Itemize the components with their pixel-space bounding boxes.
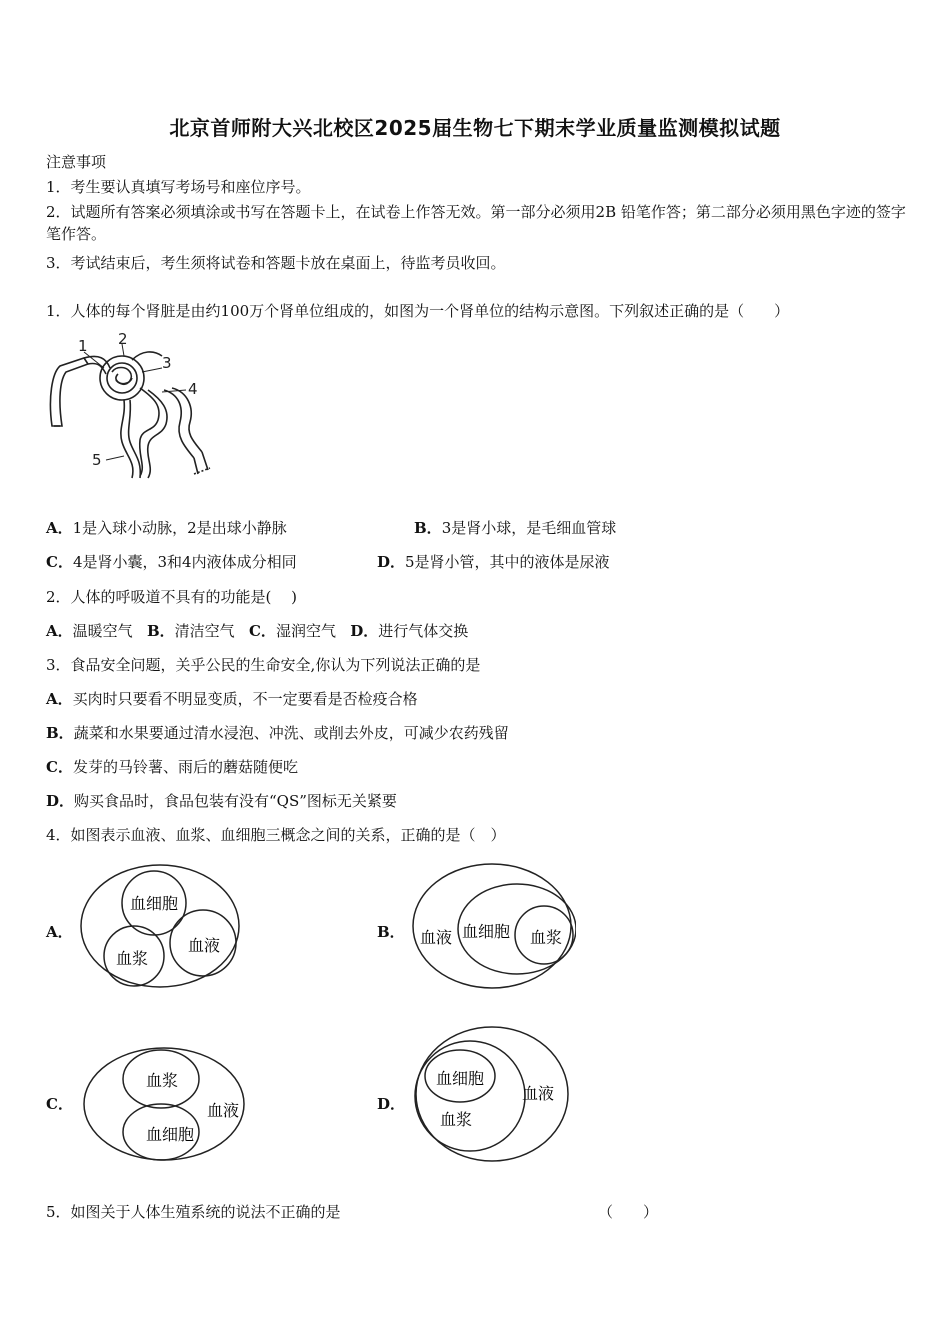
notice-item-1: 1．考生要认真填写考场号和座位序号。	[46, 178, 311, 196]
q4-diagram-c	[82, 1046, 248, 1164]
notice-item-3: 3．考试结束后，考生须将试卷和答题卡放在桌面上，待监考员收回。	[46, 254, 506, 272]
q3-option-b-text: 蔬菜和水果要通过清水浸泡、冲洗、或削去外皮，可减少农药残留	[73, 724, 509, 742]
q2-option-c-text: 湿润空气	[275, 622, 336, 640]
q3-option-c-text: 发芽的马铃薯、雨后的蘑菇随便吃	[72, 758, 298, 776]
nephron-diagram	[44, 328, 219, 493]
q4d-term-2: 血液	[521, 1084, 555, 1103]
q3-option-a-label: A．	[46, 690, 73, 708]
q4-option-b-label[interactable]: B．	[377, 923, 405, 941]
q4c-term-3: 血细胞	[145, 1125, 195, 1144]
q1-option-d-label: D．	[377, 553, 406, 571]
page-title: 北京首师附大兴北校区2025届生物七下期末学业质量监测模拟试题	[169, 116, 781, 140]
q4-diagram-a	[78, 862, 244, 990]
q4a-term-2: 血浆	[115, 949, 149, 968]
q4c-term-2: 血液	[206, 1101, 240, 1120]
q3-option-b-label: B．	[46, 724, 74, 742]
q4-option-c-label[interactable]: C．	[46, 1095, 73, 1113]
q1-option-b-label: B．	[414, 519, 442, 537]
q2-option-d[interactable]	[350, 622, 468, 640]
fig-label-4: 4	[188, 380, 198, 398]
q4d-term-3: 血浆	[439, 1110, 473, 1129]
q1-option-d-text: 5是肾小管，其中的液体是尿液	[405, 553, 610, 571]
q4b-term-3: 血浆	[529, 928, 563, 947]
q1-stem: 1．人体的每个肾脏是由约100万个肾单位组成的，如图为一个肾单位的结构示意图。下列叙述正确的是（ ）	[46, 302, 790, 320]
q3-option-d-text: 购买食品时，食品包装有没有“QS”图标无关紧要	[74, 792, 397, 810]
q1-option-a[interactable]	[46, 517, 287, 539]
q2-option-c-label: C．	[248, 622, 276, 640]
q2-option-c[interactable]	[249, 622, 336, 640]
q4d-term-1: 血细胞	[435, 1069, 485, 1088]
q3-option-b[interactable]	[46, 722, 509, 744]
q4-diagram-b	[410, 862, 576, 992]
q1-option-c[interactable]	[46, 551, 297, 573]
q3-stem: 3．食品安全问题，关乎公民的生命安全,你认为下列说法正确的是	[46, 656, 481, 674]
q2-option-b[interactable]	[147, 622, 235, 640]
q3-option-d-label: D．	[46, 792, 75, 810]
q3-option-c[interactable]	[46, 756, 298, 778]
q2-option-a-text: 温暖空气	[72, 622, 133, 640]
fig-label-3: 3	[162, 354, 172, 372]
q4c-term-1: 血浆	[145, 1071, 179, 1090]
fig-label-1: 1	[78, 337, 88, 355]
q4b-term-2: 血细胞	[461, 922, 511, 941]
q1-option-a-text: 1是入球小动脉，2是出球小静脉	[72, 519, 287, 537]
q3-option-c-label: C．	[46, 758, 73, 776]
q2-option-a-label: A．	[46, 622, 73, 640]
q4-option-a-label[interactable]: A．	[46, 923, 73, 941]
q4a-term-1: 血细胞	[129, 894, 179, 913]
q1-option-d[interactable]	[377, 551, 610, 573]
q1-option-b-text: 3是肾小球，是毛细血管球	[441, 519, 617, 537]
q2-option-d-label: D．	[350, 622, 379, 640]
q2-option-d-text: 进行气体交换	[378, 622, 469, 640]
q1-option-b[interactable]	[414, 517, 616, 539]
q2-option-b-label: B．	[146, 622, 175, 640]
fig-label-5: 5	[92, 451, 102, 469]
q2-options	[46, 620, 468, 642]
q4-stem: 4．如图表示血液、血浆、血细胞三概念之间的关系，正确的是（ ）	[46, 826, 506, 844]
q5-answer-blank: （ ）	[598, 1203, 659, 1221]
q4-diagram-d	[412, 1024, 574, 1164]
notice-item-2: 2．试题所有答案必须填涂或书写在答题卡上，在试卷上作答无效。第一部分必须用2B 铅笔作答；第二部分必须用黑色字迹的签字笔作答。	[46, 203, 906, 243]
q2-stem: 2．人体的呼吸道不具有的功能是( )	[46, 588, 298, 606]
q3-option-d[interactable]	[46, 790, 397, 812]
q1-option-c-text: 4是肾小囊，3和4内液体成分相同	[72, 553, 297, 571]
q4b-term-1: 血液	[419, 928, 453, 947]
q1-option-c-label: C．	[46, 553, 73, 571]
q3-option-a-text: 买肉时只要看不明显变质，不一定要看是否检疫合格	[72, 690, 418, 708]
q5-stem: 5．如图关于人体生殖系统的说法不正确的是	[46, 1203, 341, 1221]
q2-option-a[interactable]	[46, 622, 133, 640]
notice-heading: 注意事项	[46, 153, 107, 171]
fig-label-2: 2	[118, 330, 128, 348]
q4a-term-3: 血液	[187, 936, 221, 955]
q1-option-a-label: A．	[46, 519, 73, 537]
q4-option-d-label[interactable]: D．	[377, 1095, 406, 1113]
q2-option-b-text: 清洁空气	[174, 622, 235, 640]
q3-option-a[interactable]	[46, 688, 418, 710]
